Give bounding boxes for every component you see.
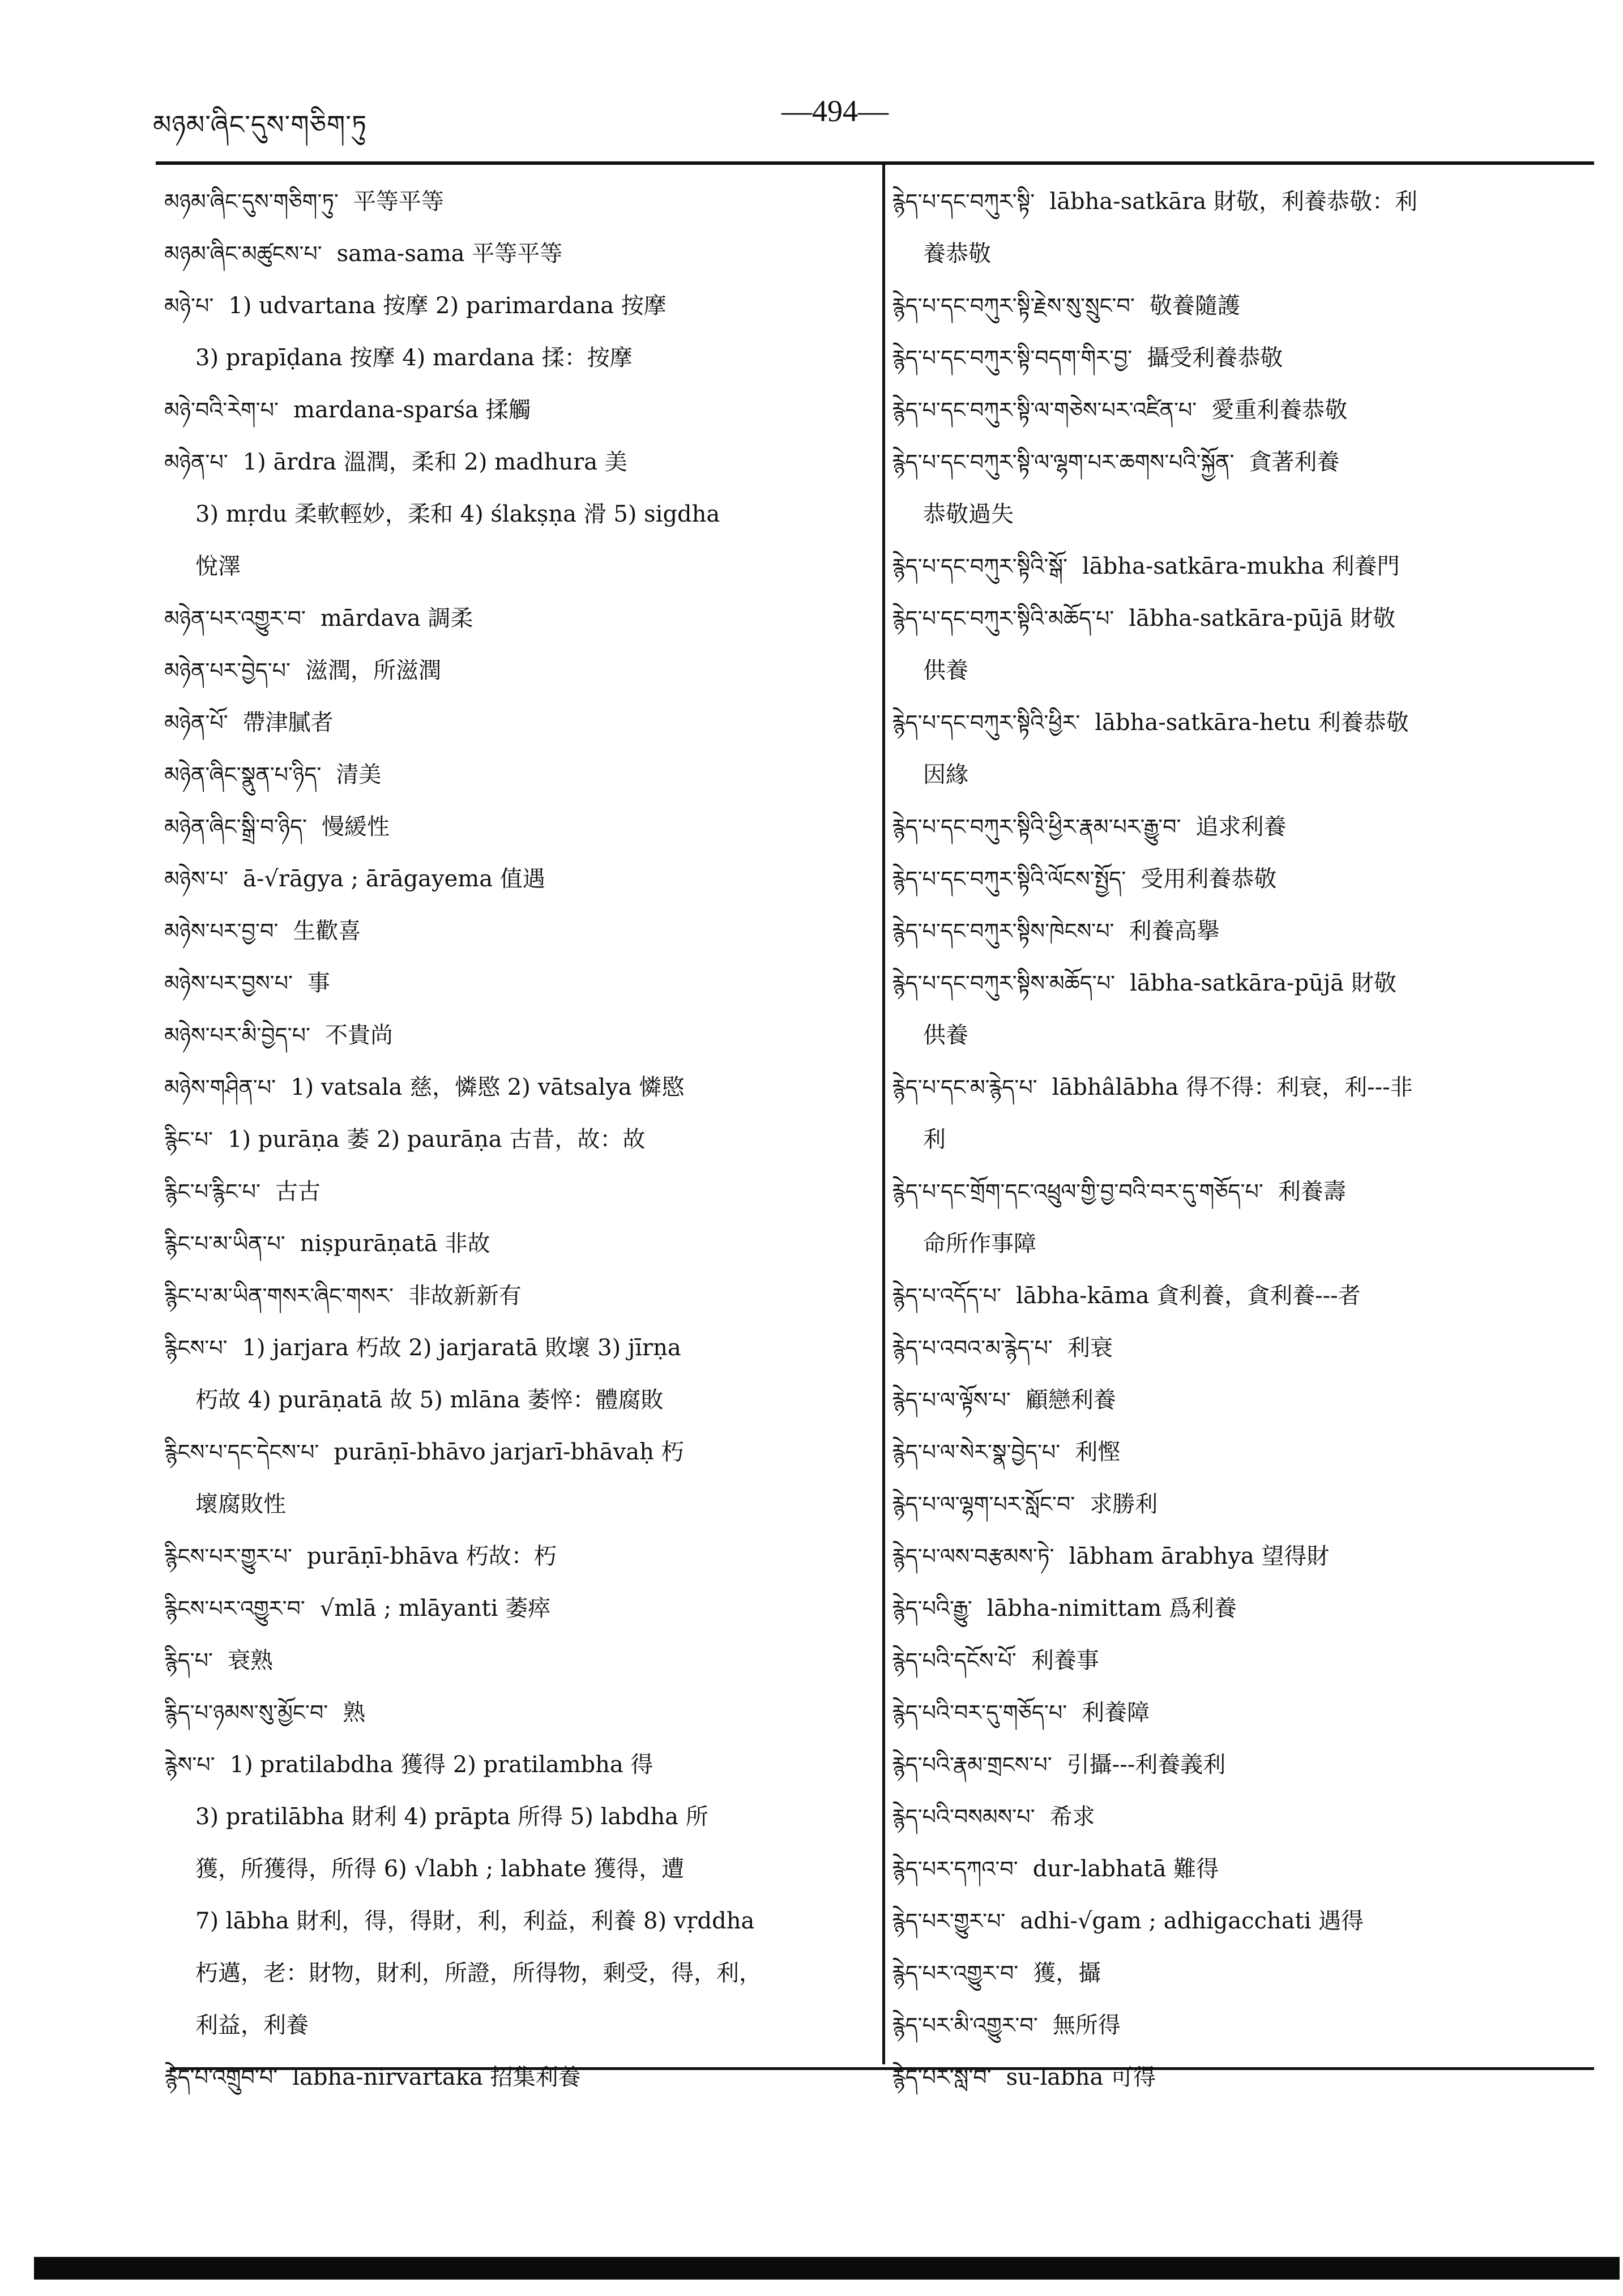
dictionary-entry: [164, 1739, 864, 2051]
entry-continuation-line: [892, 645, 1600, 697]
tibetan-headword: རྙེད་པའི་བར་དུ་གཅོད་པ་: [892, 1700, 1067, 1725]
gloss-text: 慢緩性: [321, 814, 390, 840]
tibetan-headword: རྙེད་པ་ལ་ལྷག་པར་སློང་བ་: [892, 1492, 1075, 1517]
gloss-text: 利: [923, 1126, 946, 1153]
dictionary-entry: [892, 697, 1600, 801]
dictionary-entry: [164, 1634, 864, 1687]
dictionary-entry: [892, 332, 1600, 384]
tibetan-headword: རྙེད་པ་དང་བཀུར་སྟི་ལ་གཅེས་པར་འཛིན་པ་: [892, 398, 1197, 423]
gloss-text: lābha-nimittam 爲利養: [986, 1595, 1237, 1621]
dictionary-entry: [164, 1322, 864, 1426]
entry-first-line: [164, 280, 864, 332]
tibetan-headword: རྙིང་པ་རྙིང་པ་: [164, 1179, 260, 1204]
gloss-text: lābha-satkāra-mukha 利養門: [1082, 553, 1400, 579]
gloss-text: 受用利養恭敬: [1141, 866, 1277, 892]
tibetan-headword: མཉེས་པར་མི་བྱེད་པ་: [164, 1023, 310, 1048]
tibetan-headword: རྙེད་པར་མི་འགྱུར་བ་: [892, 2013, 1038, 2038]
header-rule: [156, 161, 1594, 165]
gloss-text: 命所作事障: [923, 1231, 1036, 1257]
entry-continuation-line: [164, 1999, 864, 2051]
dictionary-entry: [892, 1530, 1600, 1582]
entry-first-line: [892, 1582, 1600, 1634]
entry-first-line: [164, 1218, 864, 1270]
tibetan-headword: རྙེད་པ་དང་གྲོག་དང་འཕྲུལ་གྱི་བྱ་བའི་བར་དུ་གཅོད་པ་: [892, 1179, 1263, 1204]
tibetan-headword: རྙེད་པ་དང་བཀུར་སྟིའི་ལོངས་སྤྱོད་: [892, 867, 1126, 891]
dictionary-entry: [164, 384, 864, 436]
gloss-text: dur-labhatā 難得: [1032, 1856, 1219, 1882]
gloss-text: 養恭敬: [923, 241, 991, 267]
tibetan-headword: རྙེད་པར་འགྱུར་བ་: [892, 1961, 1019, 1986]
gloss-text: 引攝---利養義利: [1066, 1752, 1226, 1778]
tibetan-headword: རྙེད་པ་འབའ་མ་རྙེད་པ་: [892, 1335, 1053, 1360]
right-column: [892, 176, 1600, 2103]
entry-first-line: [892, 332, 1600, 384]
entry-first-line: [164, 1166, 864, 1218]
tibetan-headword: རྙིང་པ་: [164, 1127, 213, 1152]
tibetan-headword: རྙེད་པ་ལ་སེར་སྣ་བྱེད་པ་: [892, 1440, 1061, 1465]
gloss-text: niṣpurāṇatā 非故: [300, 1231, 490, 1257]
running-head: མཉམ་ཞིང་དུས་གཅིག་ཏུ: [153, 109, 368, 140]
tibetan-headword: མཉེས་པ་: [164, 867, 228, 891]
entry-first-line: [164, 2051, 864, 2103]
entry-first-line: [892, 1478, 1600, 1530]
entry-first-line: [164, 592, 864, 645]
dictionary-entry: [164, 1009, 864, 1061]
entry-first-line: [164, 1061, 864, 1113]
entry-continuation-line: [164, 1478, 864, 1530]
tibetan-headword: རྙིངས་པ་དང་དེངས་པ་: [164, 1440, 319, 1465]
dictionary-entry: [164, 1166, 864, 1218]
entry-first-line: [892, 1739, 1600, 1791]
gloss-text: 攝受利養恭敬: [1147, 345, 1283, 371]
entry-first-line: [892, 1166, 1600, 1218]
dictionary-entry: [164, 645, 864, 697]
tibetan-headword: རྙིངས་པར་གྱུར་པ་: [164, 1544, 292, 1569]
tibetan-headword: མཉམ་ཞིང་མཚུངས་པ་: [164, 241, 322, 266]
entry-first-line: [892, 1634, 1600, 1687]
tibetan-headword: རྙེད་པ་འགྲུབ་པ་: [164, 2065, 278, 2090]
page-number: —494—: [781, 94, 889, 128]
tibetan-headword: རྙིང་པ་མ་ཡིན་པ་: [164, 1231, 285, 1256]
dictionary-entry: [892, 1687, 1600, 1739]
gloss-text: 獲，所獲得，所得 6) √labh ; labhate 獲得，遭: [195, 1856, 685, 1882]
entry-first-line: [164, 1270, 864, 1322]
gloss-text: √mlā ; mlāyanti 萎瘁: [319, 1595, 551, 1621]
entry-first-line: [164, 384, 864, 436]
entry-first-line: [892, 1843, 1600, 1895]
entry-first-line: [892, 176, 1600, 228]
gloss-text: 無所得: [1052, 2012, 1121, 2038]
tibetan-headword: མཉེན་ཞིང་སྒྲི་བ་ཉིད་: [164, 814, 307, 839]
gloss-text: 1) pratilabdha 獲得 2) pratilambha 得: [229, 1752, 654, 1778]
tibetan-headword: རྙེད་པ་དང་བཀུར་སྟི་ལ་ལྷག་པར་ཆགས་པའི་སྐྱོན་: [892, 450, 1235, 475]
gloss-text: 利養壽: [1278, 1179, 1346, 1205]
gloss-text: 悅澤: [195, 553, 241, 579]
entry-first-line: [892, 436, 1600, 488]
dictionary-entry: [892, 1999, 1600, 2051]
gloss-text: 3) pratilābha 財利 4) prāpta 所得 5) labdha 所: [195, 1804, 708, 1830]
entry-first-line: [892, 1791, 1600, 1843]
left-column: [164, 176, 864, 2103]
dictionary-entry: [892, 592, 1600, 697]
gloss-text: 求勝利: [1090, 1491, 1158, 1517]
dictionary-entry: [164, 905, 864, 957]
entry-continuation-line: [164, 1843, 864, 1895]
entry-first-line: [164, 749, 864, 801]
dictionary-entry: [892, 436, 1600, 540]
tibetan-headword: རྙེད་པ་དང་བཀུར་སྟིའི་ཕྱིར་རྣམ་པར་རྒྱུ་བ་: [892, 814, 1181, 839]
gloss-text: 1) purāṇa 萎 2) paurāṇa 古昔，故：故: [227, 1126, 646, 1153]
entry-continuation-line: [164, 1947, 864, 1999]
gloss-text: 1) vatsala 慈，憐愍 2) vātsalya 憐愍: [291, 1074, 685, 1100]
entry-continuation-line: [892, 1009, 1600, 1061]
gloss-text: 熟: [343, 1700, 366, 1726]
entry-first-line: [892, 384, 1600, 436]
dictionary-entry: [892, 1634, 1600, 1687]
tibetan-headword: རྙིད་པ་ཉམས་སུ་མྱོང་བ་: [164, 1700, 328, 1725]
dictionary-entry: [892, 1270, 1600, 1322]
gloss-text: 利衰: [1067, 1335, 1113, 1361]
entry-continuation-line: [892, 228, 1600, 280]
dictionary-entry: [892, 1843, 1600, 1895]
gloss-text: purāṇī-bhāvo jarjarī-bhāvaḥ 朽: [334, 1439, 684, 1465]
entry-first-line: [164, 1687, 864, 1739]
dictionary-entry: [892, 1947, 1600, 1999]
gloss-text: 利養高擧: [1129, 918, 1220, 944]
tibetan-headword: མཉམ་ཞིང་དུས་གཅིག་ཏུ་: [164, 189, 339, 214]
tibetan-headword: རྙེད་པར་སླ་བ་: [892, 2065, 992, 2090]
gloss-text: ā-√rāgya ; ārāgayema 值遇: [242, 866, 545, 892]
gloss-text: lābha-satkāra-pūjā 財敬: [1129, 605, 1396, 631]
gloss-text: 利養事: [1031, 1648, 1099, 1674]
gloss-text: lābha-satkāra 財敬，利養恭敬：利: [1049, 189, 1417, 215]
tibetan-headword: རྙིངས་པར་འགྱུར་བ་: [164, 1596, 305, 1621]
gloss-text: lābhâlābha 得不得：利衰，利---非: [1052, 1074, 1413, 1100]
dictionary-entry: [164, 1113, 864, 1166]
dictionary-entry: [892, 853, 1600, 905]
dictionary-entry: [892, 280, 1600, 332]
gloss-text: 利養障: [1082, 1700, 1150, 1726]
dictionary-entry: [892, 1426, 1600, 1478]
tibetan-headword: རྙེད་པ་དང་བཀུར་སྟིས་ཁེངས་པ་: [892, 919, 1114, 944]
gloss-text: 7) lābha 財利，得，得財，利，利益，利養 8) vṛddha: [195, 1908, 755, 1934]
tibetan-headword: རྙིང་པ་མ་ཡིན་གསར་ཞིང་གསར་: [164, 1283, 394, 1308]
entry-first-line: [892, 1999, 1600, 2051]
entry-first-line: [892, 905, 1600, 957]
tibetan-headword: རྙེད་པ་འདོད་པ་: [892, 1283, 1002, 1308]
gloss-text: 愛重利養恭敬: [1211, 397, 1348, 423]
dictionary-entry: [164, 853, 864, 905]
entry-first-line: [164, 801, 864, 853]
gloss-text: 希求: [1049, 1804, 1095, 1830]
gloss-text: 衰熟: [228, 1648, 273, 1674]
gloss-text: su-labha 可得: [1006, 2064, 1156, 2090]
gloss-text: mārdava 調柔: [320, 605, 473, 631]
dictionary-entry: [892, 1322, 1600, 1374]
dictionary-entry: [164, 749, 864, 801]
tibetan-headword: རྙེད་པ་དང་བཀུར་སྟི་: [892, 189, 1035, 214]
dictionary-entry: [164, 592, 864, 645]
tibetan-headword: རྙེད་པ་དང་བཀུར་སྟིའི་ཕྱིར་: [892, 710, 1080, 735]
dictionary-entry: [892, 801, 1600, 853]
entry-continuation-line: [164, 1374, 864, 1426]
tibetan-headword: རྙེད་པ་དང་བཀུར་སྟིའི་མཆོད་པ་: [892, 606, 1114, 631]
entry-continuation-line: [164, 332, 864, 384]
entry-first-line: [892, 2051, 1600, 2103]
tibetan-headword: རྙེད་པ་དང་བཀུར་སྟི་རྗེས་སུ་སྲུང་བ་: [892, 293, 1135, 318]
gloss-text: 恭敬過失: [923, 501, 1014, 527]
gloss-text: 滋潤，所滋潤: [305, 658, 442, 684]
tibetan-headword: རྙེད་པའི་རྣམ་གྲངས་པ་: [892, 1752, 1052, 1777]
entry-first-line: [164, 176, 864, 228]
dictionary-entry: [164, 801, 864, 853]
gloss-text: 平等平等: [353, 189, 444, 215]
dictionary-entry: [892, 1895, 1600, 1947]
entry-first-line: [892, 592, 1600, 645]
tibetan-headword: རྙེད་པ་དང་བཀུར་སྟི་བདག་གིར་བྱ་: [892, 345, 1133, 370]
tibetan-headword: རྙེད་པ་ལས་བརྩམས་ཏེ་: [892, 1544, 1054, 1569]
entry-first-line: [164, 1426, 864, 1478]
tibetan-headword: མཉེ་པ་: [164, 293, 214, 318]
gloss-text: 利慳: [1075, 1439, 1121, 1465]
gloss-text: 古古: [275, 1179, 321, 1205]
dictionary-entry: [164, 1426, 864, 1530]
dictionary-entry: [164, 228, 864, 280]
entry-first-line: [892, 1374, 1600, 1426]
gloss-text: 3) prapīḍana 按摩 4) mardana 揉：按摩: [195, 345, 633, 371]
dictionary-entry: [892, 384, 1600, 436]
gloss-text: lābha-satkāra-hetu 利養恭敬: [1095, 710, 1409, 736]
tibetan-headword: རྙེད་པའི་དངོས་པོ་: [892, 1648, 1016, 1673]
gloss-text: 因緣: [923, 762, 968, 788]
tibetan-headword: མཉེན་ཞིང་སྣུན་པ་ཉིད་: [164, 762, 322, 787]
dictionary-entry: [164, 176, 864, 228]
entry-first-line: [892, 1061, 1600, 1113]
entry-continuation-line: [164, 540, 864, 592]
dictionary-entry: [164, 697, 864, 749]
entry-first-line: [892, 697, 1600, 749]
tibetan-headword: རྙེད་པར་གྱུར་པ་: [892, 1909, 1006, 1934]
tibetan-headword: མཉེན་པར་འགྱུར་བ་: [164, 606, 306, 631]
tibetan-headword: མཉེས་པར་བྱས་པ་: [164, 971, 293, 996]
entry-first-line: [164, 1634, 864, 1687]
dictionary-entry: [892, 957, 1600, 1061]
gloss-text: lābham ārabhya 望得財: [1069, 1543, 1330, 1569]
entry-first-line: [164, 905, 864, 957]
gloss-text: purāṇī-bhāva 朽故：朽: [307, 1543, 557, 1569]
dictionary-entry: [164, 1530, 864, 1582]
tibetan-headword: རྙེད་པའི་རྒྱུ་: [892, 1596, 972, 1621]
dictionary-entry: [892, 1582, 1600, 1634]
entry-first-line: [164, 1582, 864, 1634]
entry-first-line: [892, 853, 1600, 905]
dictionary-entry: [164, 957, 864, 1009]
dictionary-entry: [892, 1791, 1600, 1843]
dictionary-entry: [892, 1739, 1600, 1791]
gloss-text: 供養: [923, 658, 968, 684]
tibetan-headword: རྙེད་པའི་བསམས་པ་: [892, 1804, 1035, 1829]
entry-first-line: [164, 228, 864, 280]
gloss-text: 非故新新有: [408, 1283, 522, 1309]
dictionary-entry: [164, 2051, 864, 2103]
entry-first-line: [892, 1947, 1600, 1999]
gloss-text: 利益，利養: [195, 2012, 309, 2038]
gloss-text: 追求利養: [1195, 814, 1287, 840]
entry-first-line: [892, 1530, 1600, 1582]
entry-first-line: [164, 957, 864, 1009]
entry-first-line: [164, 1530, 864, 1582]
gloss-text: lābha-nirvartaka 招集利養: [292, 2064, 581, 2090]
gloss-text: 壞腐敗性: [195, 1491, 286, 1517]
gloss-text: 不貴尚: [324, 1022, 393, 1048]
tibetan-headword: རྙེད་པ་དང་མ་རྙེད་པ་: [892, 1075, 1037, 1100]
tibetan-headword: མཉེ་བའི་རེག་པ་: [164, 398, 279, 423]
gloss-text: sama-sama 平等平等: [336, 241, 563, 267]
dictionary-entry: [892, 1478, 1600, 1530]
dictionary-entry: [892, 1166, 1600, 1270]
gloss-text: 朽故 4) purāṇatā 故 5) mlāna 萎悴：體腐敗: [195, 1387, 664, 1413]
gloss-text: 獲，攝: [1033, 1960, 1101, 1986]
gloss-text: 生歡喜: [293, 918, 361, 944]
scan-edge-bar: [34, 2257, 1620, 2280]
gloss-text: adhi-√gam ; adhigacchati 遇得: [1020, 1908, 1364, 1934]
dictionary-entry: [164, 436, 864, 592]
entry-continuation-line: [164, 1895, 864, 1947]
entry-first-line: [164, 1009, 864, 1061]
entry-first-line: [164, 1739, 864, 1791]
entry-first-line: [892, 1426, 1600, 1478]
entry-continuation-line: [892, 488, 1600, 540]
tibetan-headword: རྙེས་པ་: [164, 1752, 215, 1777]
dictionary-entry: [892, 1374, 1600, 1426]
dictionary-entry: [164, 1687, 864, 1739]
dictionary-entry: [164, 1218, 864, 1270]
entry-first-line: [892, 957, 1600, 1009]
tibetan-headword: རྙེད་པར་དཀའ་བ་: [892, 1857, 1018, 1881]
gloss-text: lābha-kāma 貪利養，貪利養---者: [1016, 1283, 1361, 1309]
entry-first-line: [892, 1270, 1600, 1322]
dictionary-entry: [892, 2051, 1600, 2103]
dictionary-entry: [164, 1270, 864, 1322]
tibetan-headword: རྙེད་པ་ལ་ལྟོས་པ་: [892, 1388, 1011, 1412]
tibetan-headword: རྙིངས་པ་: [164, 1335, 228, 1360]
entry-continuation-line: [892, 1113, 1600, 1166]
tibetan-headword: མཉེན་པོ་: [164, 710, 228, 735]
entry-first-line: [164, 697, 864, 749]
gloss-text: 事: [307, 970, 330, 996]
entry-first-line: [892, 801, 1600, 853]
dictionary-entry: [892, 176, 1600, 280]
tibetan-headword: མཉེན་པར་བྱེད་པ་: [164, 658, 291, 683]
entry-continuation-line: [164, 488, 864, 540]
tibetan-headword: རྙེད་པ་དང་བཀུར་སྟིས་མཆོད་པ་: [892, 971, 1116, 996]
dictionary-entry: [164, 1582, 864, 1634]
dictionary-entry: [164, 1061, 864, 1113]
entry-first-line: [164, 436, 864, 488]
entry-continuation-line: [164, 1791, 864, 1843]
column-divider: [882, 161, 885, 2064]
entry-first-line: [164, 1113, 864, 1166]
tibetan-headword: རྙིད་པ་: [164, 1648, 213, 1673]
gloss-text: mardana-sparśa 揉觸: [293, 397, 531, 423]
gloss-text: 1) jarjara 朽故 2) jarjaratā 敗壞 3) jīrṇa: [242, 1335, 681, 1361]
entry-first-line: [892, 1322, 1600, 1374]
entry-first-line: [892, 280, 1600, 332]
gloss-text: 顧戀利養: [1025, 1387, 1116, 1413]
entry-first-line: [164, 853, 864, 905]
dictionary-entry: [892, 905, 1600, 957]
tibetan-headword: མཉེས་གཤིན་པ་: [164, 1075, 276, 1100]
entry-first-line: [892, 1687, 1600, 1739]
gloss-text: 清美: [336, 762, 382, 788]
entry-first-line: [164, 645, 864, 697]
entry-first-line: [892, 1895, 1600, 1947]
entry-continuation-line: [892, 749, 1600, 801]
dictionary-entry: [164, 280, 864, 384]
entry-first-line: [164, 1322, 864, 1374]
gloss-text: 1) udvartana 按摩 2) parimardana 按摩: [228, 293, 667, 319]
entry-continuation-line: [892, 1218, 1600, 1270]
gloss-text: lābha-satkāra-pūjā 財敬: [1130, 970, 1396, 996]
tibetan-headword: མཉེན་པ་: [164, 450, 228, 475]
gloss-text: 供養: [923, 1022, 968, 1048]
gloss-text: 1) ārdra 溫潤，柔和 2) madhura 美: [242, 449, 627, 475]
dictionary-entry: [892, 540, 1600, 592]
dictionary-entry: [892, 1061, 1600, 1166]
gloss-text: 3) mṛdu 柔軟輕妙，柔和 4) ślakṣṇa 滑 5) sigdha: [195, 501, 720, 527]
gloss-text: 敬養隨護: [1149, 293, 1240, 319]
gloss-text: 朽邁，老：財物，財利，所證，所得物，剩受，得，利，: [195, 1960, 762, 1986]
entry-first-line: [892, 540, 1600, 592]
tibetan-headword: མཉེས་པར་བྱ་བ་: [164, 919, 279, 944]
tibetan-headword: རྙེད་པ་དང་བཀུར་སྟིའི་སྒོ་: [892, 554, 1067, 579]
gloss-text: 貪著利養: [1249, 449, 1340, 475]
gloss-text: 帶津膩者: [242, 710, 334, 736]
